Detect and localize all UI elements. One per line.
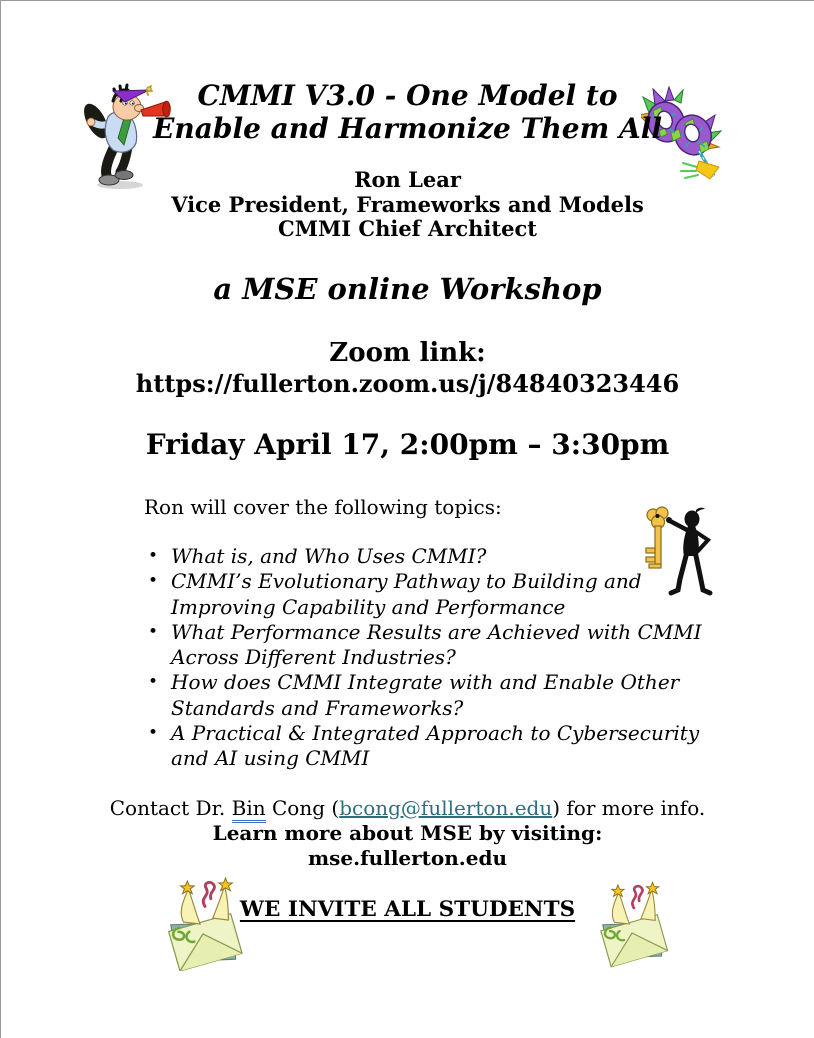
bullet-icon: • — [148, 621, 159, 642]
zoom-link-block — [1, 338, 814, 398]
party-envelope-icon — [160, 877, 248, 971]
contact-block — [1, 796, 814, 871]
topic-line: and AI using CMMI — [171, 746, 370, 771]
bullet-icon: • — [148, 672, 159, 693]
topics-list — [148, 544, 708, 772]
topic-line: Standards and Frameworks? — [171, 695, 464, 720]
mse-website: mse.fullerton.edu — [307, 846, 508, 870]
topic-line: Improving Capability and Performance — [171, 594, 566, 619]
zoom-meeting-link[interactable]: https://fullerton.zoom.us/j/84840323446 — [135, 369, 680, 398]
bullet-icon: • — [148, 546, 159, 566]
contact-prefix: Contact Dr. — [109, 796, 232, 820]
contact-suffix: ) for more info. — [552, 796, 706, 820]
speaker-role-2: CMMI Chief Architect — [278, 216, 537, 241]
page-title — [1, 79, 814, 145]
topic-line: Across Different Industries? — [171, 645, 456, 670]
bullet-icon: • — [148, 571, 159, 592]
speaker-block — [1, 168, 814, 242]
invite-banner — [1, 897, 814, 922]
event-datetime: Friday April 17, 2:00pm – 3:30pm — [145, 428, 670, 461]
contact-middle: Cong ( — [265, 796, 340, 820]
speaker-name: Ron Lear — [354, 167, 461, 192]
topic-line: How does CMMI Integrate with and Enable Other — [171, 670, 680, 695]
contact-name-bin: Bin — [232, 796, 266, 823]
bullet-icon: • — [148, 723, 159, 744]
title-line-2: Enable and Harmonize Them All — [153, 112, 662, 145]
email-link[interactable]: bcong@fullerton.edu — [339, 796, 553, 820]
party-envelope-icon — [593, 878, 673, 970]
learn-more-line: Learn more about MSE by visiting: — [212, 821, 603, 845]
topic-item — [148, 721, 708, 772]
topic-item — [148, 670, 708, 721]
invite-text: WE INVITE ALL STUDENTS — [239, 897, 576, 922]
topic-line: What Performance Results are Achieved with CMMI — [171, 619, 702, 644]
topic-line: CMMI’s Evolutionary Pathway to Building and — [171, 569, 642, 594]
topic-item — [148, 620, 708, 671]
topic-line: What is, and Who Uses CMMI? — [171, 544, 487, 568]
topic-line: A Practical & Integrated Approach to Cybersecurity — [171, 721, 700, 746]
workshop-type-line: a MSE online Workshop — [213, 272, 602, 306]
topic-item — [148, 544, 708, 569]
zoom-link-label: Zoom link: — [329, 338, 486, 368]
topics-intro: Ron will cover the following topics: — [144, 495, 502, 519]
contact-line — [1, 796, 814, 821]
speaker-role-1: Vice President, Frameworks and Models — [171, 191, 644, 217]
title-line-1: CMMI V3.0 - One Model to — [197, 79, 618, 112]
topic-item — [148, 569, 708, 620]
